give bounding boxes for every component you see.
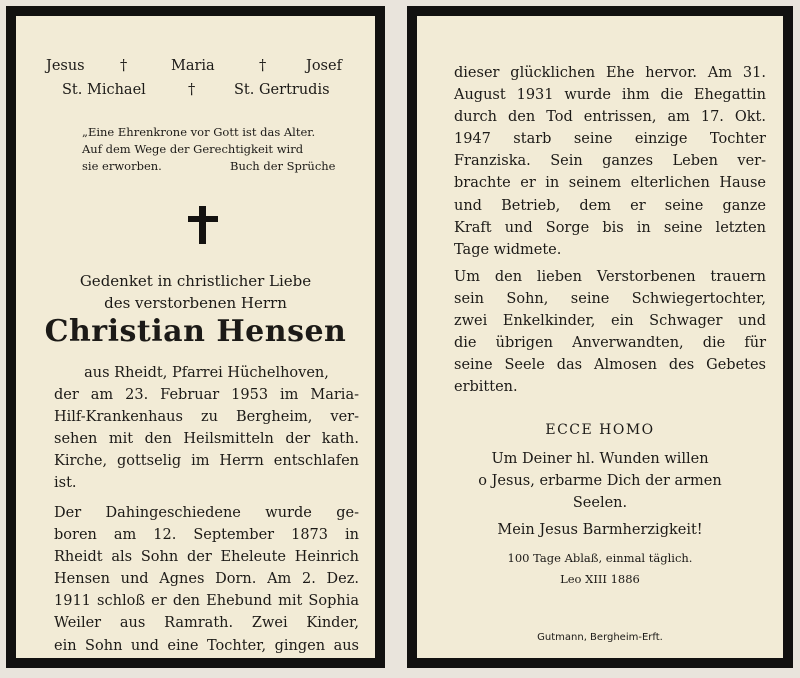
- obituary-paragraph-2: [54, 502, 359, 657]
- prayer-line: Um Deiner hl. Wunden willen: [491, 451, 709, 467]
- text-line: sein Sohn, seine Schwiegertochter,: [454, 291, 766, 308]
- text-line: sehen mit den Heilsmitteln der kath.: [54, 431, 359, 448]
- text-line: Hensen und Agnes Dorn. Am 2. Dez.: [54, 571, 359, 588]
- obituary-paragraph-1: [54, 362, 359, 495]
- intro-line: Gedenket in christlicher Liebe: [79, 272, 312, 290]
- motto-quote: [82, 124, 354, 175]
- prayer-line: Seelen.: [572, 495, 628, 511]
- saints-row-2: [16, 82, 375, 106]
- deceased-name: Christian Hensen: [44, 314, 347, 349]
- text-line: 1947 starb seine einzige Tochter: [454, 131, 766, 148]
- text-line: dieser glücklichen Ehe hervor. Am 31.: [454, 65, 766, 81]
- text-line: ist.: [54, 475, 77, 492]
- saint-josef: Josef: [306, 58, 342, 74]
- remembrance-intro: [16, 270, 375, 314]
- saints-row-1: [16, 58, 375, 82]
- motto-line: [82, 158, 354, 175]
- left-card-inner: [16, 16, 375, 658]
- latin-cross-icon: [188, 206, 218, 244]
- prayer-text: [417, 448, 783, 514]
- intro-line: des verstorbenen Herrn: [104, 294, 287, 312]
- text-line: durch den Tod entrissen, am 17. Okt.: [454, 109, 766, 126]
- right-card-inner: [417, 16, 783, 658]
- text-line: Kirche, gottselig im Herrn entschlafen: [54, 453, 359, 470]
- text-line: zwei Enkelkinder, ein Schwager und: [454, 313, 766, 330]
- text-line: Tage widmete.: [454, 241, 562, 258]
- indulgence-line: Leo XIII 1886: [560, 572, 640, 586]
- prayer-line: o Jesus, erbarme Dich der armen: [478, 473, 722, 489]
- text-line: Weiler aus Ramrath. Zwei Kinder,: [54, 615, 359, 632]
- text-line: aus Rheidt, Pfarrei Hüchelhoven,: [84, 365, 329, 381]
- text-line: und Betrieb, dem er seine ganze: [454, 197, 766, 214]
- text-line: Um den lieben Verstorbenen trauern: [454, 269, 766, 285]
- text-line: Hilf-Krankenhaus zu Bergheim, ver-: [54, 409, 359, 426]
- text-line: Rheidt als Sohn der Eheleute Heinrich: [54, 549, 359, 566]
- text-line: Kraft und Sorge bis in seine letzten: [454, 219, 766, 236]
- saint-jesus: Jesus: [46, 58, 85, 74]
- left-card-panel: [6, 6, 385, 668]
- text-line: August 1931 wurde ihm die Ehegattin: [454, 87, 766, 104]
- text-line: seine Seele das Almosen des Gebetes: [454, 357, 766, 374]
- text-line: die übrigen Anverwandten, die für: [454, 335, 766, 352]
- cross-glyph: †: [259, 58, 267, 74]
- obituary-paragraph-4: [454, 266, 766, 399]
- saints-header: [16, 58, 375, 106]
- text-line: der am 23. Februar 1953 im Maria-: [54, 387, 359, 404]
- printer-imprint: Gutmann, Bergheim-Erft.: [537, 632, 663, 643]
- saint-michael: St. Michael: [62, 82, 146, 98]
- text-line: brachte er in seinem elterlichen Hause: [454, 175, 766, 192]
- text-line: boren am 12. September 1873 in: [54, 527, 359, 544]
- text-line: erbitten.: [454, 379, 518, 396]
- motto-source: Buch der Sprüche: [230, 159, 336, 173]
- indulgence-note: [417, 548, 783, 590]
- text-line: 1911 schloß er den Ehebund mit Sophia: [54, 593, 359, 610]
- motto-line: Auf dem Wege der Gerechtigkeit wird: [82, 142, 304, 156]
- motto-line: „Eine Ehrenkrone vor Gott ist das Alter.: [82, 125, 316, 139]
- right-card-panel: [407, 6, 793, 668]
- motto-line-end: sie erworben.: [82, 159, 162, 173]
- barmherzigkeit-prayer: Mein Jesus Barmherzigkeit!: [497, 522, 703, 538]
- saint-maria: Maria: [171, 58, 215, 74]
- saint-gertrudis: St. Gertrudis: [234, 82, 330, 98]
- ecce-homo-heading: ECCE HOMO: [545, 422, 655, 438]
- indulgence-line: 100 Tage Ablaß, einmal täglich.: [507, 551, 693, 565]
- cross-glyph: †: [120, 58, 128, 74]
- cross-glyph: †: [188, 82, 196, 98]
- text-line: Der Dahingeschiedene wurde ge-: [54, 505, 359, 521]
- text-line: Franziska. Sein ganzes Leben ver-: [454, 153, 766, 170]
- text-line: ein Sohn und eine Tochter, gingen aus: [54, 637, 359, 654]
- obituary-paragraph-3: [454, 62, 766, 261]
